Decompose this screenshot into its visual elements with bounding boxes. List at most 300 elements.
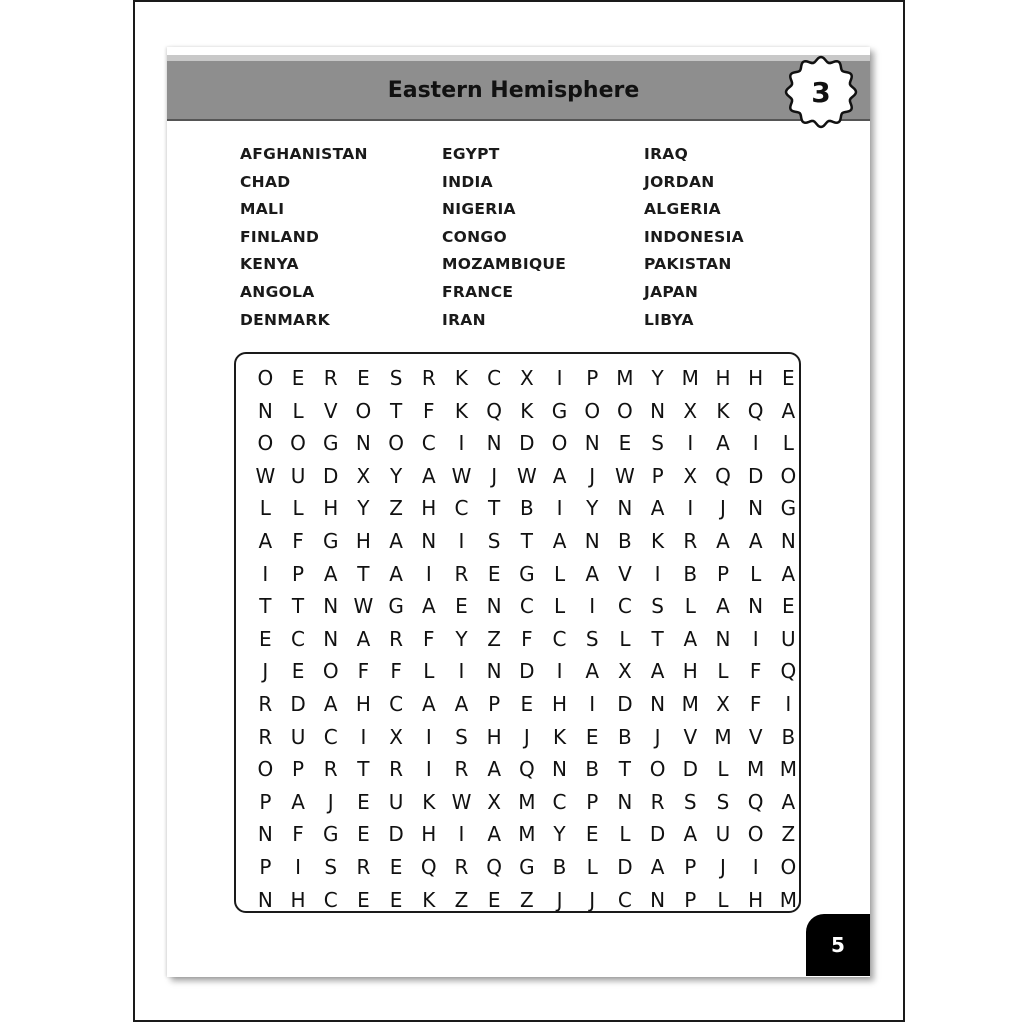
grid-letter: R [454, 561, 469, 586]
grid-letter: I [752, 431, 759, 456]
grid-letter: N [552, 757, 568, 782]
grid-letter: N [617, 496, 633, 521]
grid-letter: T [651, 626, 664, 651]
grid-letter: J [720, 854, 726, 879]
grid-letter: N [715, 626, 731, 651]
grid-letter: C [291, 626, 306, 651]
letter-grid [249, 362, 805, 916]
grid-letter: N [486, 431, 502, 456]
grid-letter: F [292, 528, 304, 553]
grid-letter: A [323, 561, 338, 586]
grid-letter: P [292, 757, 305, 782]
grid-letter: I [458, 528, 465, 553]
grid-letter: U [781, 626, 796, 651]
grid-letter: L [717, 659, 729, 684]
grid-letter: E [618, 431, 632, 456]
grid-letter: I [425, 561, 432, 586]
grid-letter: X [716, 691, 730, 716]
grid-letter: I [458, 822, 465, 847]
grid-letter: P [651, 463, 664, 488]
grid-letter: S [651, 431, 664, 456]
grid-letter: S [324, 854, 338, 879]
grid-letter: N [650, 887, 666, 912]
grid-letter: A [781, 398, 796, 423]
grid-letter: B [585, 757, 600, 782]
grid-letter: I [687, 496, 694, 521]
page-number-tab [806, 914, 870, 976]
grid-letter: H [715, 366, 731, 390]
grid-letter: C [617, 887, 632, 912]
grid-letter: H [748, 887, 764, 912]
grid-letter: O [257, 757, 274, 782]
grid-letter: R [683, 528, 698, 553]
grid-letter: I [589, 594, 596, 619]
grid-letter: B [618, 528, 632, 553]
grid-letter: A [552, 463, 567, 488]
grid-letter: H [486, 724, 502, 749]
grid-letter: E [520, 691, 534, 716]
grid-letter: K [422, 887, 436, 912]
grid-letter: I [752, 854, 759, 879]
grid-letter: S [716, 789, 730, 814]
grid-letter: T [389, 398, 403, 423]
grid-letter: J [491, 463, 498, 488]
grid-letter: L [259, 496, 271, 521]
grid-letter: O [551, 431, 568, 456]
grid-letter: N [257, 822, 273, 847]
grid-letter: M [681, 691, 699, 716]
grid-letter: I [458, 431, 465, 456]
word-list-item: EGYPT [442, 145, 500, 163]
grid-letter: D [519, 431, 535, 456]
grid-letter: W [451, 789, 472, 814]
grid-letter: N [486, 659, 502, 684]
word-search-grid [234, 352, 801, 913]
word-list-item: ANGOLA [240, 282, 315, 301]
grid-letter: R [650, 789, 665, 814]
grid-letter: A [421, 463, 436, 488]
grid-letter: C [389, 691, 404, 716]
grid-letter: R [323, 366, 338, 390]
grid-letter: F [423, 626, 435, 651]
word-list-item: MALI [240, 200, 285, 219]
grid-letter: W [516, 463, 537, 488]
grid-letter: Z [781, 822, 796, 847]
word-list-item: AFGHANISTAN [240, 145, 368, 163]
grid-letter: I [262, 561, 269, 586]
grid-letter: I [556, 496, 563, 521]
grid-letter: K [454, 366, 469, 390]
grid-letter: M [779, 887, 797, 912]
word-list-item: PAKISTAN [644, 255, 732, 274]
grid-letter: L [717, 757, 729, 782]
grid-letter: A [421, 691, 436, 716]
word-list-item: DENMARK [240, 310, 330, 329]
grid-letter: N [323, 594, 339, 619]
grid-letter: F [390, 659, 402, 684]
grid-letter: W [451, 463, 472, 488]
grid-letter: Z [389, 496, 403, 521]
grid-letter: H [290, 887, 306, 912]
grid-letter: S [585, 626, 599, 651]
grid-letter: C [454, 496, 469, 521]
grid-letter: T [357, 561, 370, 586]
word-list [240, 141, 800, 334]
grid-letter: X [683, 398, 698, 423]
grid-letter: Q [715, 463, 731, 488]
grid-letter: K [716, 398, 730, 423]
word-list-item: FRANCE [442, 282, 514, 301]
grid-letter: M [747, 757, 765, 782]
grid-letter: D [323, 463, 339, 488]
grid-letter: I [556, 659, 563, 684]
grid-letter: K [552, 724, 567, 749]
grid-letter: J [720, 496, 726, 521]
grid-letter: C [552, 626, 567, 651]
grid-letter: D [617, 854, 633, 879]
grid-letter: S [487, 528, 501, 553]
grid-letter: O [355, 398, 372, 423]
grid-letter: F [521, 626, 533, 651]
grid-letter: Q [747, 789, 764, 814]
grid-letter: A [716, 594, 730, 619]
grid-letter: F [292, 822, 304, 847]
grid-letter: C [617, 594, 632, 619]
grid-letter: E [389, 854, 403, 879]
grid-letter: I [425, 724, 432, 749]
grid-letter: Z [454, 887, 469, 912]
grid-letter: B [552, 854, 567, 879]
grid-letter: P [586, 789, 599, 814]
grid-letter: O [780, 463, 797, 488]
grid-letter: R [258, 724, 273, 749]
grid-letter: B [519, 496, 534, 521]
grid-letter: D [682, 757, 698, 782]
grid-letter: N [584, 431, 600, 456]
grid-letter: Z [487, 626, 501, 651]
grid-letter: Q [486, 398, 503, 423]
grid-letter: N [257, 887, 273, 912]
grid-letter: N [323, 626, 339, 651]
grid-letter: L [586, 854, 598, 879]
grid-letter: I [752, 626, 759, 651]
word-list-item: ALGERIA [644, 200, 721, 219]
grid-letter: L [782, 431, 794, 456]
grid-letter: H [421, 496, 437, 521]
grid-letter: E [782, 366, 795, 390]
grid-letter: Q [518, 757, 535, 782]
grid-letter: J [327, 789, 334, 814]
grid-letter: Y [651, 366, 664, 390]
grid-letter: M [681, 366, 699, 390]
grid-letter: E [585, 724, 599, 749]
grid-letter: E [487, 887, 501, 912]
grid-letter: F [749, 691, 762, 716]
grid-letter: M [518, 789, 536, 814]
grid-letter: O [388, 431, 404, 456]
grid-letter: J [556, 887, 563, 912]
grid-letter: W [353, 594, 374, 619]
grid-letter: G [551, 398, 568, 423]
grid-letter: A [716, 431, 730, 456]
grid-letter: S [389, 366, 403, 390]
grid-letter: E [357, 789, 370, 814]
grid-letter: U [290, 463, 306, 488]
grid-letter: E [291, 659, 305, 684]
grid-letter: V [323, 398, 338, 423]
grid-letter: F [357, 659, 370, 684]
grid-letter: K [651, 528, 665, 553]
grid-letter: C [323, 887, 338, 912]
grid-letter: Q [780, 659, 797, 684]
grid-letter: O [780, 854, 797, 879]
grid-letter: R [389, 626, 404, 651]
grid-letter: I [360, 724, 367, 749]
word-list-item: IRAN [442, 310, 486, 329]
grid-letter: X [683, 463, 698, 488]
grid-letter: R [454, 757, 469, 782]
grid-letter: A [683, 626, 698, 651]
grid-letter: Y [455, 626, 468, 651]
grid-letter: L [423, 659, 435, 684]
grid-letter: I [687, 431, 694, 456]
grid-letter: G [388, 594, 404, 619]
puzzle-number-badge [784, 55, 858, 129]
grid-letter: A [650, 659, 665, 684]
grid-letter: A [683, 822, 698, 847]
grid-letter: J [654, 724, 661, 749]
grid-letter: P [292, 561, 305, 586]
grid-letter: I [425, 757, 432, 782]
grid-letter: G [322, 528, 339, 553]
grid-letter: L [292, 398, 304, 423]
grid-letter: E [782, 594, 795, 619]
grid-letter: A [291, 789, 305, 814]
grid-letter: O [322, 659, 339, 684]
grid-letter: P [684, 854, 697, 879]
grid-letter: A [389, 528, 403, 553]
grid-letter: P [684, 887, 697, 912]
grid-letter: I [458, 659, 465, 684]
grid-letter: I [556, 366, 563, 390]
grid-letter: B [618, 724, 632, 749]
grid-letter: G [519, 854, 535, 879]
grid-letter: F [749, 659, 762, 684]
grid-letter: P [716, 561, 729, 586]
grid-letter: N [748, 496, 764, 521]
grid-letter: L [619, 822, 631, 847]
grid-letter: G [322, 822, 339, 847]
grid-letter: E [291, 366, 305, 390]
grid-letter: H [748, 366, 764, 390]
grid-letter: N [355, 431, 371, 456]
grid-letter: O [257, 431, 274, 456]
grid-letter: D [290, 691, 306, 716]
grid-letter: J [589, 463, 596, 488]
grid-letter: E [455, 594, 468, 619]
grid-letter: N [584, 528, 600, 553]
grid-letter: U [290, 724, 306, 749]
title-bar [167, 61, 870, 121]
grid-letter: T [488, 496, 501, 521]
grid-letter: Q [420, 854, 437, 879]
grid-letter: W [615, 463, 635, 488]
grid-letter: A [421, 594, 436, 619]
grid-letter: G [780, 496, 797, 521]
grid-letter: L [553, 594, 566, 619]
grid-letter: H [355, 528, 371, 553]
grid-letter: S [455, 724, 468, 749]
grid-letter: E [259, 626, 272, 651]
word-list-item: IRAQ [644, 145, 689, 163]
grid-letter: L [553, 561, 566, 586]
grid-letter: N [257, 398, 273, 423]
grid-letter: D [519, 659, 535, 684]
grid-letter: L [684, 594, 696, 619]
grid-letter: Y [586, 496, 599, 521]
grid-letter: P [586, 366, 599, 390]
word-list-item: JORDAN [644, 172, 715, 191]
grid-letter: L [292, 496, 304, 521]
grid-letter: N [617, 789, 633, 814]
grid-letter: E [389, 887, 403, 912]
grid-letter: S [651, 594, 664, 619]
grid-letter: X [618, 659, 632, 684]
grid-letter: N [780, 528, 796, 553]
grid-letter: C [487, 366, 502, 390]
grid-letter: X [487, 789, 501, 814]
grid-letter: L [717, 887, 729, 912]
grid-letter: N [486, 594, 502, 619]
grid-letter: S [683, 789, 697, 814]
grid-letter: Q [747, 398, 764, 423]
grid-letter: A [650, 496, 665, 521]
grid-letter: A [748, 528, 763, 553]
grid-letter: M [714, 724, 732, 749]
grid-letter: A [781, 561, 796, 586]
grid-letter: I [654, 561, 661, 586]
grid-letter: R [258, 691, 273, 716]
grid-letter: L [750, 561, 762, 586]
grid-letter: K [520, 398, 534, 423]
grid-letter: C [323, 724, 338, 749]
word-list-item: NIGERIA [442, 200, 516, 219]
grid-letter: H [552, 691, 568, 716]
grid-letter: N [421, 528, 437, 553]
grid-letter: X [389, 724, 403, 749]
grid-letter: Z [519, 887, 534, 912]
grid-letter: T [291, 594, 305, 619]
grid-letter: D [649, 822, 666, 847]
grid-letter: H [682, 659, 698, 684]
page-title: Eastern Hemisphere [387, 77, 640, 103]
grid-letter: R [389, 757, 404, 782]
grid-letter: D [617, 691, 633, 716]
word-list-item: JAPAN [644, 282, 699, 301]
grid-letter: J [262, 659, 269, 684]
puzzle-number: 3 [811, 75, 831, 109]
grid-letter: J [589, 887, 596, 912]
word-list-item: LIBYA [644, 310, 694, 329]
grid-letter: K [454, 398, 469, 423]
word-list-item: CHAD [240, 172, 291, 191]
grid-letter: Y [553, 822, 566, 847]
grid-letter: X [356, 463, 371, 488]
grid-letter: X [519, 366, 534, 390]
grid-letter: A [323, 691, 338, 716]
grid-letter: V [618, 561, 632, 586]
grid-letter: I [785, 691, 792, 716]
grid-letter: A [650, 854, 665, 879]
grid-letter: J [523, 724, 530, 749]
grid-letter: O [617, 398, 633, 423]
grid-letter: R [323, 757, 338, 782]
grid-letter: T [259, 594, 272, 619]
grid-letter: F [423, 398, 435, 423]
grid-letter: E [585, 822, 599, 847]
grid-letter: U [388, 789, 404, 814]
grid-letter: E [487, 561, 501, 586]
word-list-item: CONGO [442, 227, 507, 246]
grid-letter: O [290, 431, 306, 456]
grid-letter: R [454, 854, 469, 879]
grid-letter: A [487, 757, 501, 782]
word-list-item: FINLAND [240, 227, 320, 246]
grid-letter: B [781, 724, 796, 749]
grid-letter: O [257, 366, 274, 390]
worksheet [167, 47, 870, 977]
grid-letter: N [650, 691, 666, 716]
grid-letter: V [748, 724, 763, 749]
grid-letter: Q [486, 854, 503, 879]
page-number: 5 [831, 933, 845, 957]
grid-letter: R [356, 854, 371, 879]
word-list-item: KENYA [240, 255, 299, 274]
grid-letter: A [585, 659, 600, 684]
grid-letter: M [616, 366, 634, 390]
grid-letter: M [779, 757, 797, 782]
grid-letter: H [323, 496, 339, 521]
grid-letter: A [258, 528, 273, 553]
grid-letter: G [519, 561, 535, 586]
grid-letter: E [357, 887, 370, 912]
word-list-item: INDIA [442, 172, 493, 191]
grid-letter: T [520, 528, 533, 553]
grid-letter: B [683, 561, 698, 586]
grid-letter: C [552, 789, 567, 814]
grid-letter: Y [389, 463, 403, 488]
grid-letter: D [747, 463, 764, 488]
grid-letter: U [715, 822, 731, 847]
word-list-item: MOZAMBIQUE [442, 255, 567, 274]
grid-letter: P [488, 691, 501, 716]
grid-letter: R [421, 366, 436, 390]
grid-letter: A [585, 561, 600, 586]
grid-letter: C [421, 431, 436, 456]
grid-letter: T [357, 757, 370, 782]
grid-letter: O [584, 398, 601, 423]
grid-letter: A [552, 528, 567, 553]
grid-letter: I [295, 854, 301, 879]
grid-letter: M [518, 822, 536, 847]
grid-letter: A [389, 561, 403, 586]
grid-letter: L [619, 626, 631, 651]
grid-letter: P [259, 789, 272, 814]
grid-letter: A [454, 691, 469, 716]
grid-letter: V [683, 724, 698, 749]
grid-letter: A [781, 789, 796, 814]
grid-letter: H [355, 691, 371, 716]
